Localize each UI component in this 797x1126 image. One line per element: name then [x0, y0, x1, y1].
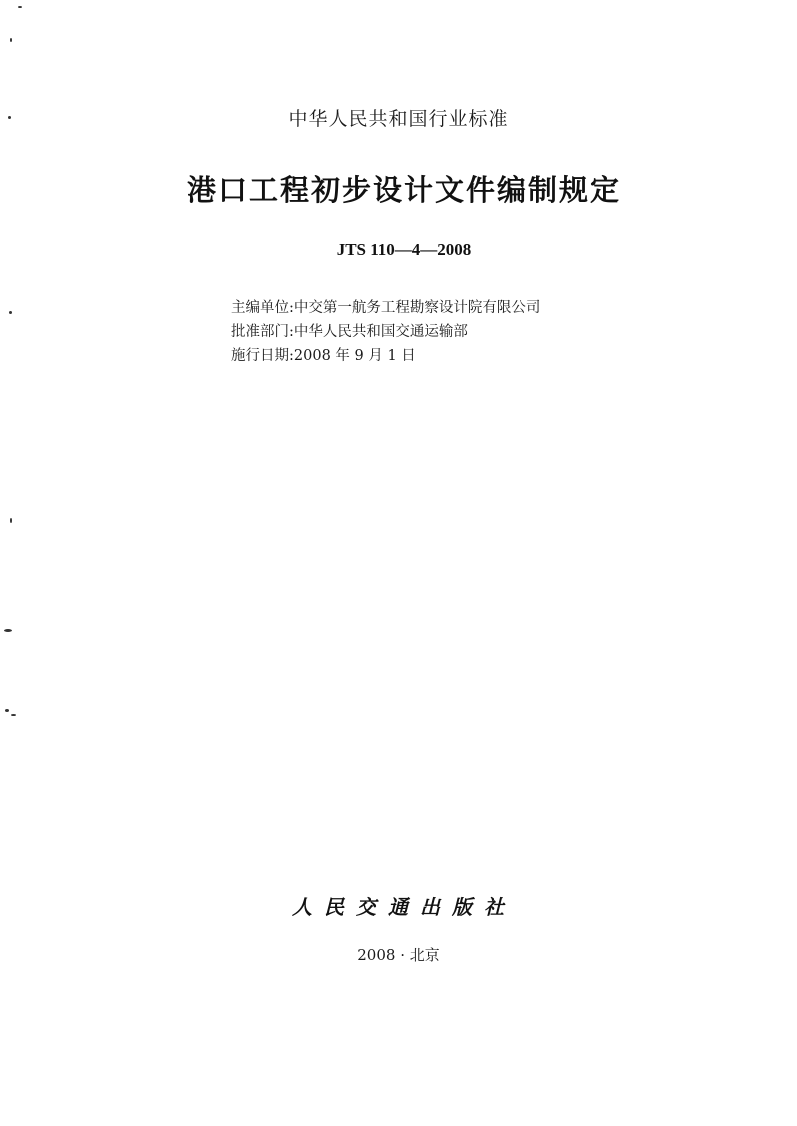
scan-speck [11, 714, 16, 716]
approver-label: 批准部门: [231, 324, 294, 340]
scan-speck [10, 518, 12, 523]
standard-code: JTS 110—4—2008 [336, 240, 472, 259]
scan-speck [9, 311, 12, 314]
scan-speck [8, 116, 11, 119]
publication-info [231, 296, 540, 368]
chief-editor-row [231, 296, 540, 320]
effective-date-label: 施行日期: [231, 348, 294, 364]
scan-speck [4, 629, 12, 632]
effective-date-row [231, 344, 540, 368]
approver-row [231, 320, 540, 344]
approver-value: 中华人民共和国交通运输部 [293, 324, 468, 340]
chief-editor-label: 主编单位: [231, 300, 294, 316]
chief-editor-value: 中交第一航务工程勘察设计院有限公司 [293, 300, 541, 316]
effective-date-value: 2008 年 9 月 1 日 [293, 348, 416, 364]
scan-speck [18, 6, 22, 8]
scan-speck [10, 38, 12, 42]
document-title: 港口工程初步设计文件编制规定 [186, 173, 621, 207]
publisher-name: 人民交通出版社 [292, 895, 516, 919]
imprint-line: 2008 · 北京 [357, 946, 440, 964]
scan-speck [5, 709, 9, 712]
standard-category: 中华人民共和国行业标准 [288, 108, 509, 130]
